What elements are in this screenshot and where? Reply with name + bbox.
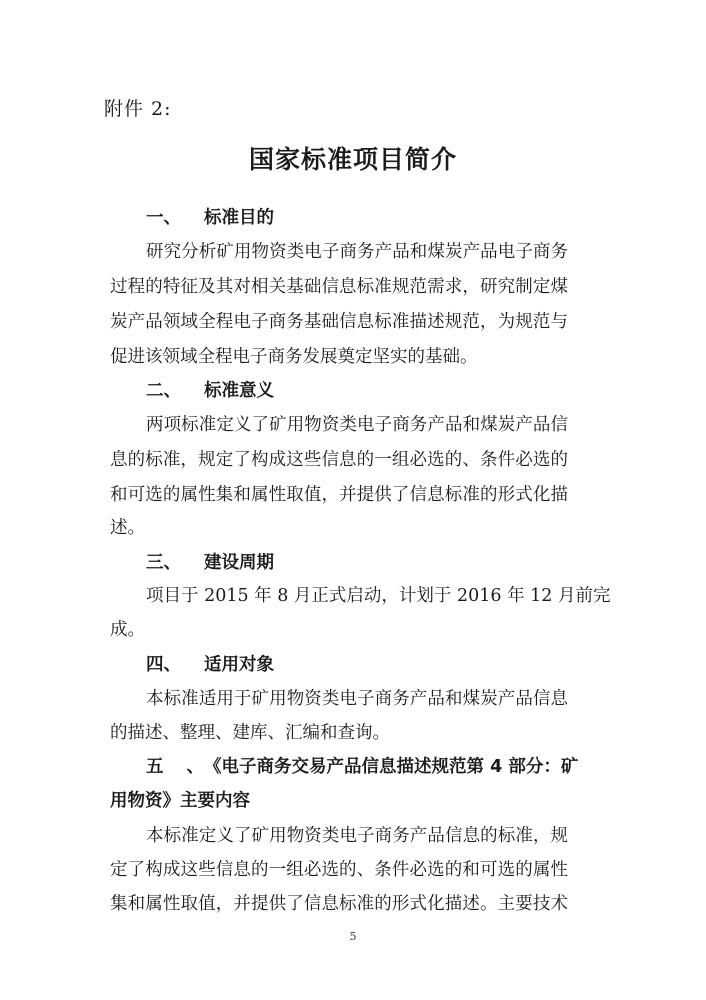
paragraph-line: 研究分析矿用物资类电子商务产品和煤炭产品电子商务: [146, 242, 568, 262]
paragraph-line: 定了构成这些信息的一组必选的、条件必选的和可选的属性: [110, 860, 568, 880]
section-heading-5-continued: 用物资》主要内容: [110, 791, 250, 811]
section-heading-2: [146, 379, 274, 403]
page-number: 5: [349, 930, 357, 943]
section-number: 三、: [146, 553, 181, 573]
section-heading-3: [146, 551, 274, 575]
paragraph-line: 本标准适用于矿用物资类电子商务产品和煤炭产品信息: [146, 689, 568, 709]
paragraph-line: 述。: [110, 518, 145, 538]
section-heading-text: 标准目的: [204, 208, 274, 228]
paragraph-line: 成。: [110, 620, 145, 640]
paragraph-line: 过程的特征及其对相关基础信息标准规范需求，研究制定煤: [110, 277, 568, 297]
paragraph-line: 项目于 2015 年 8 月正式启动，计划于 2016 年 12 月前完: [146, 586, 611, 606]
paragraph-line: 和可选的属性集和属性取值，并提供了信息标准的形式化描: [110, 485, 568, 505]
section-heading-text: 《电子商务交易产品信息描述规范第 4 部分：矿: [204, 757, 579, 777]
paragraph-line: 炭产品领域全程电子商务基础信息标准描述规范，为规范与: [110, 312, 568, 332]
section-number: 一、: [146, 208, 181, 228]
section-heading-4: [146, 653, 274, 677]
section-number: 二、: [146, 381, 181, 401]
section-number: 四、: [146, 655, 181, 675]
attachment-label: 附件 2:: [104, 98, 172, 120]
document-title: 国家标准项目简介: [248, 145, 457, 174]
paragraph-line: 息的标准，规定了构成这些信息的一组必选的、条件必选的: [110, 450, 568, 470]
paragraph-line: 促进该领域全程电子商务发展奠定坚实的基础。: [110, 347, 478, 367]
paragraph-line: 两项标准定义了矿用物资类电子商务产品和煤炭产品信: [146, 415, 568, 435]
section-heading-1: [146, 206, 274, 230]
paragraph-line: 本标准定义了矿用物资类电子商务产品信息的标准，规: [146, 826, 568, 846]
section-heading-5: [146, 755, 579, 779]
section-heading-text: 适用对象: [204, 655, 274, 675]
section-heading-text: 建设周期: [204, 553, 274, 573]
section-heading-text: 标准意义: [204, 381, 274, 401]
paragraph-line: 集和属性取值，并提供了信息标准的形式化描述。主要技术: [110, 894, 568, 914]
paragraph-line: 的描述、整理、建库、汇编和查询。: [110, 723, 390, 743]
section-number: 五、: [146, 757, 204, 777]
